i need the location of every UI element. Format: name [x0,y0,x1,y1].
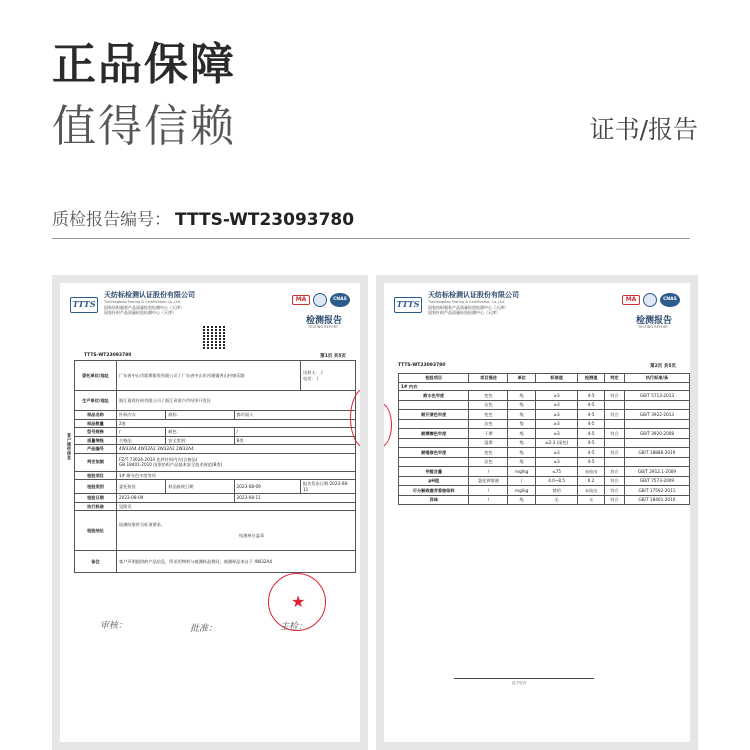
table-cell: 变色 [469,448,508,458]
table-row: 样品数量 2套 [75,419,356,428]
table-cell: 级 [508,495,535,505]
table-row [399,410,690,420]
table-row: 检验结论 检测结果符合标准要求。 检测单位盖章 [75,511,356,551]
report-info-table [74,360,356,573]
report-id: TTTS-WT23093780 [398,363,446,368]
cnas-mark-icon: CNAS [330,293,350,307]
table-cell: 级 [508,448,535,458]
table-cell: GB/T 3920-2008 [624,429,689,439]
table-cell: 级 [508,391,535,401]
signature-inspector: 主检： [280,622,308,632]
table-cell: / [508,476,535,486]
table-cell: / [469,495,508,505]
table-cell: 6.2 [578,476,604,486]
org-name: 天纺标检测认证股份有限公司 [104,291,195,299]
report-page-1-frame [52,275,368,750]
table-cell: 级 [508,457,535,467]
edge-seal-icon [384,403,392,447]
table-cell: GB/T 2912.1-2009 [624,467,689,477]
org-header [104,291,195,315]
table-cell: / [469,486,508,496]
table-row [399,495,690,505]
table-cell: 符合 [604,486,624,496]
table-cell [399,438,469,448]
table-cell: 4-5 [578,410,604,420]
org-name: 天纺标检测认证股份有限公司 [428,291,519,299]
table-cell: 禁用 [535,486,578,496]
table-cell: ≥3 [535,419,578,429]
table-cell: ≥3 [535,391,578,401]
table-row: 检验项目 1# 耐光色牢度等项 [75,471,356,480]
table-cell: ≥2-3 (深色) [535,438,578,448]
table-row [399,400,690,410]
report-title: 检测报告 [305,316,342,326]
end-line [454,678,594,679]
table-cell [624,438,689,448]
table-cell: 符合 [604,495,624,505]
table-cell [399,457,469,467]
table-cell: 变色 [469,410,508,420]
seal-star-icon: ★ [291,592,306,611]
table-cell: 沾色 [469,419,508,429]
table-cell: 无 [535,495,578,505]
table-cell: GB/T 18886-2019 [624,448,689,458]
table-cell: 4.0~8.5 [535,476,578,486]
table-cell: GB/T 7573-2009 [624,476,689,486]
table-cell: 耐唾液色牢度 [399,448,469,458]
table-cell: mg/kg [508,486,535,496]
table-cell: GB/T 17592-2011 [624,486,689,496]
table-cell: 耐水色牢度 [399,391,469,401]
table-row [399,448,690,458]
table-cell: 符合 [604,429,624,439]
qr-code-icon [203,325,227,349]
table-cell: ≥3 [535,410,578,420]
side-label: 客户提供信息 [67,433,72,460]
table-cell: GB/T 5713-2013 [624,391,689,401]
table-cell: 符合 [604,467,624,477]
table-row: 生产单位/地址 浙江嘉欣针织有限公司 / 浙江省嘉兴市经济开发区 [75,391,356,411]
table-cell: ≥3 [535,400,578,410]
table-cell: 级 [508,429,535,439]
table-cell: 未检出 [578,486,604,496]
table-cell [399,400,469,410]
table-row: 1# 内衣 [399,382,690,391]
table-cell [624,457,689,467]
table-cell: 4-5 [578,400,604,410]
signature-reviewer: 审核： [100,621,128,631]
page-indicator: 第2页 共5页 [650,364,676,369]
table-cell: 沾色 [469,457,508,467]
table-cell: 符合 [604,476,624,486]
table-cell [624,400,689,410]
report-title-en: TESTING REPORT [307,325,338,329]
report-title: 检测报告 [635,316,672,326]
table-cell: 4-5 [578,457,604,467]
table-cell: 变色 [469,391,508,401]
table-cell [604,400,624,410]
table-row: 备注 客户声明提供的产品信息，所采用物料与被测样品相同，被测样品来自于 4W32A4 [75,551,356,573]
table-row: 型号规格 / 颜色： / [75,428,356,437]
table-cell: 级 [508,400,535,410]
table-row: 判定依据 FZ/T 73024-2014 化纤针织内衣(合格品) GB 18401-2010 国家纺织产品基本安全技术规范(B类) [75,453,356,471]
table-cell: mg/kg [508,467,535,477]
divider [52,238,690,239]
table-row: 委托单位/地址 广东省中山市敦斯服装有限公司 / 广东省中山市沙溪镇秀山村康乐路 送样人： / 电话： / [75,361,356,391]
cma-mark-icon: MA [292,295,310,305]
report-number: TTTS-WT23093780 [175,210,355,230]
ilac-mark-icon [313,293,327,307]
table-cell: 沾色 [469,400,508,410]
table-cell: ≥3 [535,457,578,467]
table-row: 样品名称 针织内衣 商标： 都市丽人 [75,411,356,420]
table-row [399,419,690,429]
table-row: 执行标准 见附页 [75,502,356,511]
end-marker: 以下空白 [512,681,527,685]
ttts-logo: TTTS [394,297,422,313]
table-cell [604,457,624,467]
table-cell: 耐汗渍色牢度 [399,410,469,420]
cnas-mark-icon: CNAS [660,293,680,307]
table-row: 检验日期 2023-08-09 2023-08-11 [75,494,356,503]
certificate-tag: 证书/报告 [589,115,698,144]
center-line-1: 国家纺织服装产品质量检验检测中心（天津） [428,305,508,310]
org-name-en: Tianfangbiao Testing & Certification Co.,Ltd. [104,300,181,304]
table-cell: ≥3 [535,448,578,458]
table-cell: 无 [578,495,604,505]
center-line-2: 国家针织产品质量检验检测中心（天津） [428,310,500,315]
table-cell: ≥3 [535,429,578,439]
table-cell: 湿摩 [469,438,508,448]
table-cell: 4-5 [578,419,604,429]
center-line-1: 国家纺织服装产品质量检验检测中心（天津） [104,305,184,310]
report-number-label: 质检报告编号： [52,210,171,230]
cert-marks [292,293,350,307]
table-cell: 4-5 [578,429,604,439]
cert-marks [622,293,680,307]
table-row [399,438,690,448]
report-page-2 [384,283,690,742]
table-cell [399,419,469,429]
table-cell [624,419,689,429]
test-results-body [399,391,690,505]
center-line-2: 国家针织产品质量检验检测中心（天津） [104,310,176,315]
table-cell [604,419,624,429]
table-cell: GB/T 18401-2010 [624,495,689,505]
table-row [399,467,690,477]
table-cell: 符合 [604,448,624,458]
table-cell: / [469,467,508,477]
table-cell: 级 [508,419,535,429]
page-title: 正品保障 [52,39,236,90]
table-row [399,486,690,496]
table-cell: 符合 [604,391,624,401]
table-cell: 氯化钾溶液 [469,476,508,486]
report-title-en: TESTING REPORT [637,325,668,329]
table-cell: 4-5 [578,391,604,401]
table-row: 质量等级 合格品 安全类别： B类 [75,436,356,445]
org-name-en: Tianfangbiao Testing & Certification Co.,Ltd. [428,300,505,304]
table-row [399,457,690,467]
table-row [399,476,690,486]
signature-approver: 批准： [190,624,218,634]
ilac-mark-icon [643,293,657,307]
table-cell: GB/T 3922-2013 [624,410,689,420]
table-cell: 级 [508,410,535,420]
table-cell: ≤75 [535,467,578,477]
org-header [428,291,519,315]
table-row: 产品编号 4W32A4 4W32A2 3W32A2 2W32A4 [75,445,356,454]
table-cell: 符合 [604,410,624,420]
table-row [399,391,690,401]
cma-mark-icon: MA [622,295,640,305]
report-page-1 [60,283,360,742]
ttts-logo: TTTS [70,297,98,313]
table-cell: 干摩 [469,429,508,439]
table-cell: 异味 [399,495,469,505]
report-id: TTTS-WT23093780 [84,353,132,358]
test-results-table [398,373,690,505]
table-row [399,429,690,439]
report-number-line [52,205,354,230]
table-cell: 耐摩擦色牢度 [399,429,469,439]
table-header-row: 检验项目 项目描述 单位 标准值 检测值 判定 执行标准/条 [399,374,690,383]
page-indicator: 第1页 共5页 [320,354,346,359]
table-cell: 4-5 [578,438,604,448]
table-row: 检验类别 委托检验 样品接收日期 2023-08-09 报告发布日期 2023-08-11 [75,480,356,494]
table-cell: 4-5 [578,448,604,458]
table-cell: pH值 [399,476,469,486]
page-subtitle: 值得信赖 [52,101,236,152]
table-cell: 未检出 [578,467,604,477]
table-cell: 可分解致癌芳香胺染料 [399,486,469,496]
report-page-2-frame [376,275,698,750]
table-cell: 甲醛含量 [399,467,469,477]
table-cell [604,438,624,448]
table-cell: 级 [508,438,535,448]
